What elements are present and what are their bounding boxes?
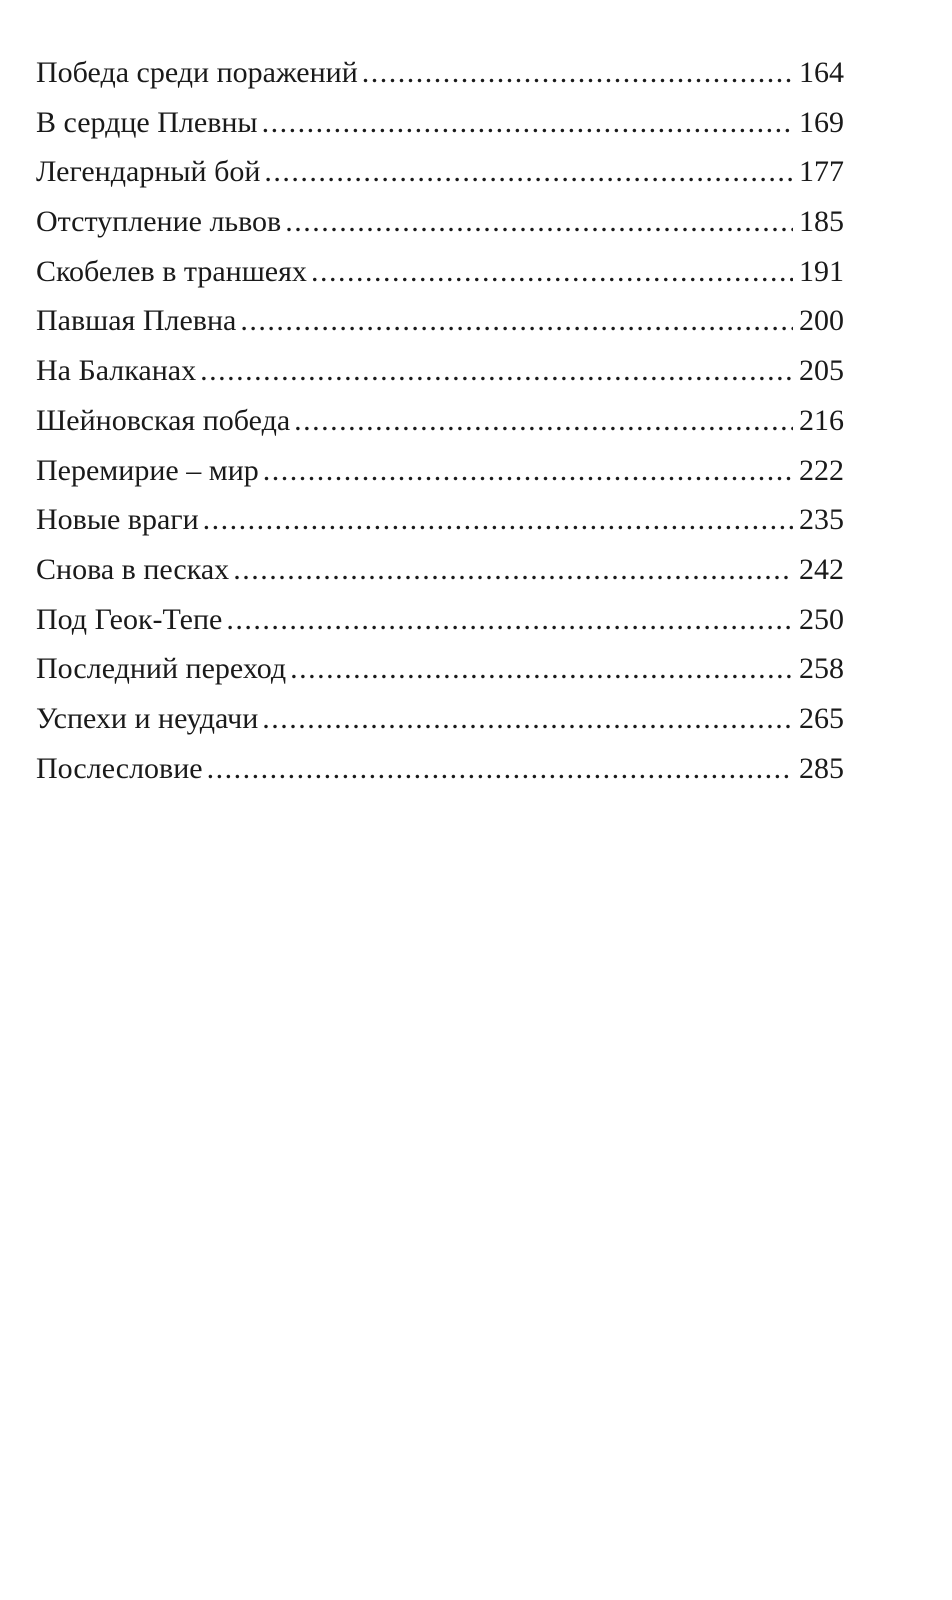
toc-dot-leader [203,503,793,537]
toc-entry-page: 169 [799,105,844,139]
toc-entry-title: Успехи и неудачи [36,701,259,735]
toc-entry-title: Послесловие [36,751,203,785]
toc-entry [36,255,844,305]
toc-entry [36,404,844,454]
toc-entry [36,752,844,802]
toc-entry-page: 222 [799,453,844,487]
toc-entry-page: 164 [799,56,844,89]
toc-entry-page: 216 [799,403,844,437]
toc-entry-title: Перемирие – мир [36,453,259,487]
toc-dot-leader [262,106,793,140]
toc-dot-leader [207,752,793,786]
toc-entry [36,106,844,156]
toc-entry-page: 258 [799,652,844,686]
toc-dot-leader [226,603,793,637]
toc-entry [36,454,844,504]
toc-entry [36,503,844,553]
toc-entry-title: Скобелев в траншеях [36,254,307,288]
toc-entry [36,155,844,205]
toc-dot-leader [290,652,793,686]
toc-entry-title: Снова в песках [36,552,230,586]
toc-dot-leader [362,56,793,90]
toc-entry [36,56,844,106]
toc-dot-leader [262,702,793,736]
toc-entry-page: 185 [799,205,844,239]
toc-entry [36,553,844,603]
toc-entry-page: 242 [799,552,844,586]
toc-entry-page: 235 [799,503,844,537]
toc-dot-leader [285,205,793,239]
toc-entry-title: Победа среди поражений [36,56,358,89]
toc-entry-title: В сердце Плевны [36,105,258,139]
toc-entry [36,304,844,354]
toc-entry-page: 265 [799,701,844,735]
toc-entry-title: Новые враги [36,503,199,537]
toc-entry-title: Павшая Плевна [36,304,237,338]
toc-entry-title: Последний переход [36,652,287,686]
toc-entry [36,354,844,404]
toc-entry-page: 250 [799,602,844,636]
toc-dot-leader [294,404,793,438]
toc-dot-leader [200,354,793,388]
toc-entry [36,652,844,702]
toc-dot-leader [240,304,793,338]
toc-dot-leader [263,454,793,488]
toc-entry-page: 200 [799,304,844,338]
toc-entry-title: Шейновская победа [36,403,291,437]
toc-dot-leader [264,155,793,189]
toc-entry [36,603,844,653]
toc-entry-page: 177 [799,155,844,189]
toc-entry-page: 285 [799,751,844,785]
toc-entry-title: На Балканах [36,354,197,388]
toc-entry-title: Отступление львов [36,205,282,239]
toc-dot-leader [233,553,793,587]
toc-entry-title: Легендарный бой [36,155,261,189]
toc-entry [36,702,844,752]
toc-entry-page: 191 [799,254,844,288]
toc-entry [36,205,844,255]
toc-dot-leader [311,255,793,289]
table-of-contents [36,56,844,801]
toc-entry-page: 205 [799,354,844,388]
toc-entry-title: Под Геок-Тепе [36,602,223,636]
